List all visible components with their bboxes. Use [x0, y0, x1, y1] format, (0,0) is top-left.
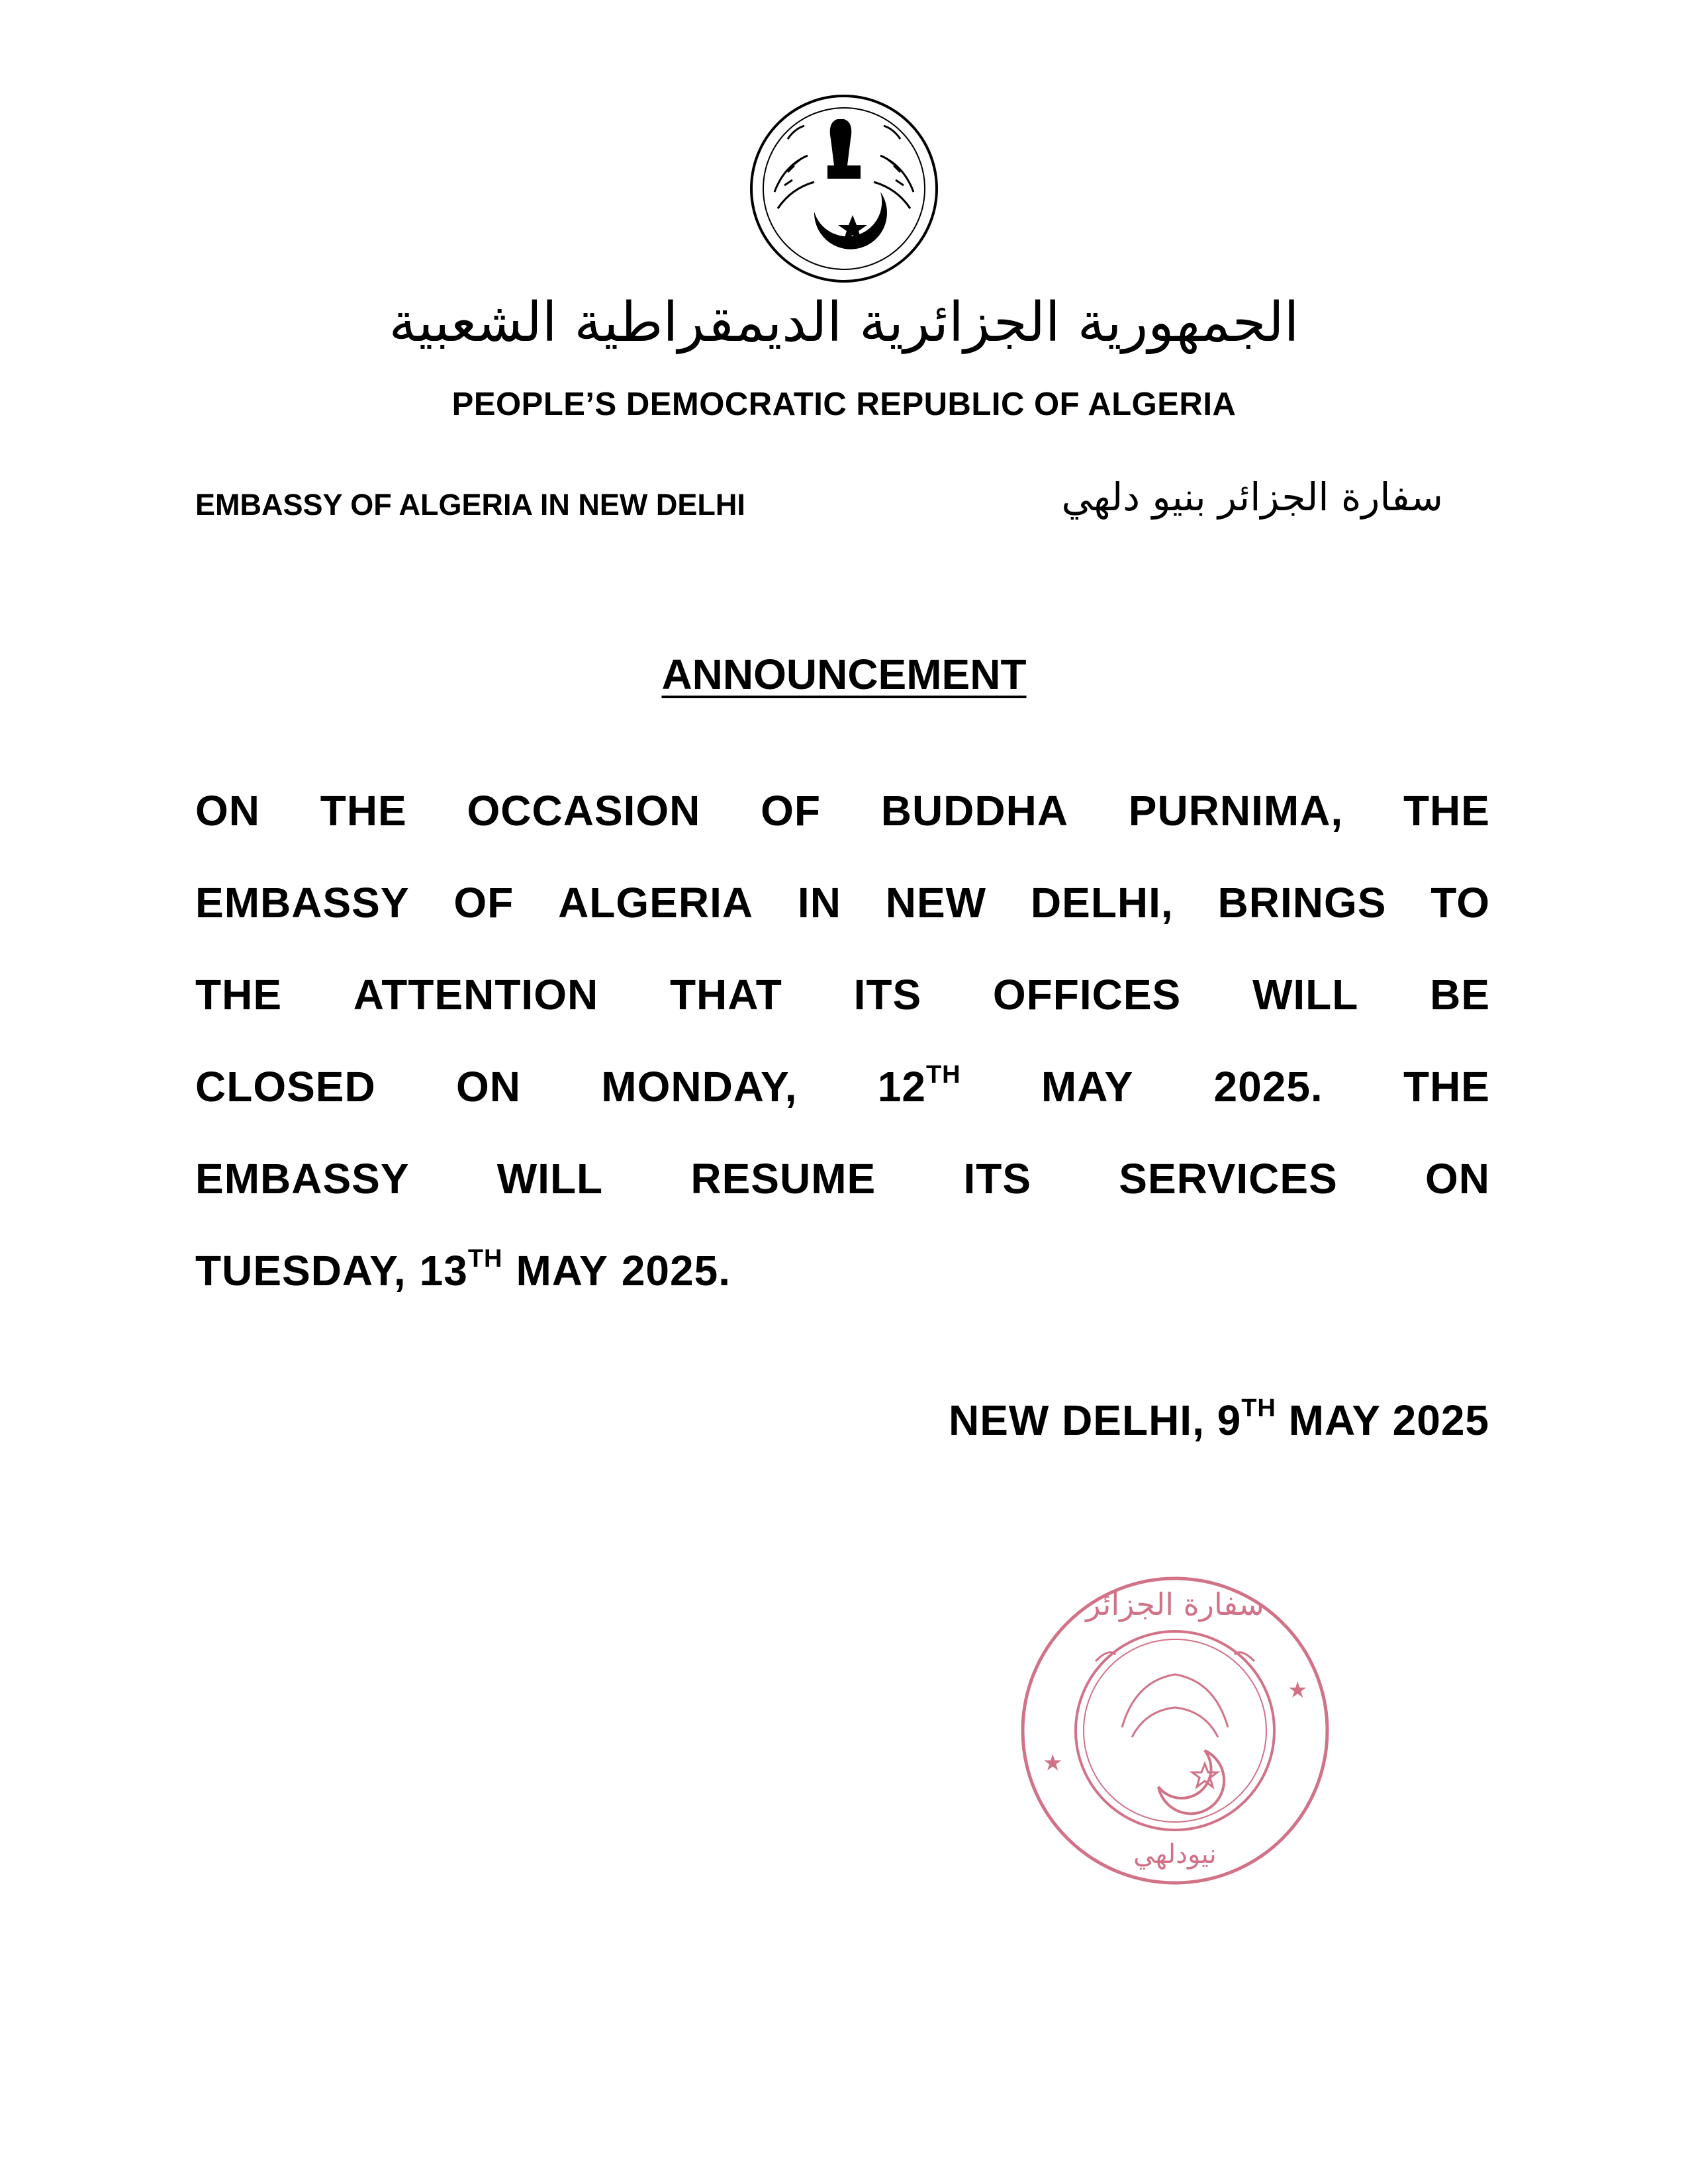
- ordinal-suffix: TH: [467, 1245, 503, 1273]
- embassy-stamp-icon: [1016, 1569, 1334, 1893]
- english-country-title: PEOPLE’S DEMOCRATIC REPUBLIC OF ALGERIA: [451, 387, 1237, 422]
- embassy-name-english: EMBASSY OF ALGERIA IN NEW DELHI: [195, 488, 745, 522]
- word: MAY: [516, 1247, 608, 1295]
- date-number: 13: [419, 1247, 468, 1295]
- body-line: [195, 1062, 1490, 1154]
- word: OFFICES: [992, 971, 1182, 1019]
- announcement-heading-text: ANNOUNCEMENT: [661, 651, 1027, 698]
- word: ITS: [963, 1155, 1031, 1203]
- word: THE: [195, 971, 282, 1019]
- body-line: [195, 878, 1490, 970]
- word: ITS: [853, 971, 922, 1019]
- word: NEW: [885, 879, 987, 927]
- word: ON: [1425, 1155, 1490, 1203]
- word: OF: [761, 787, 821, 835]
- body-line: [195, 1246, 1490, 1338]
- dateline-suffix: TH: [1241, 1394, 1276, 1422]
- embassy-name-arabic: سفارة الجزائر بنيو دلهي: [1061, 475, 1443, 520]
- word: EMBASSY: [195, 1155, 410, 1203]
- word: TO: [1430, 879, 1490, 927]
- svg-text:★: ★: [1288, 1677, 1308, 1704]
- body-line: [195, 786, 1490, 878]
- word: OF: [453, 879, 514, 927]
- word: CLOSED: [195, 1063, 376, 1111]
- announcement-body: [195, 786, 1490, 1338]
- announcement-heading: [0, 650, 1688, 699]
- word: WILL: [1252, 971, 1359, 1019]
- svg-text:★: ★: [1043, 1750, 1063, 1776]
- word: MAY: [1041, 1063, 1134, 1111]
- word: EMBASSY: [195, 879, 410, 927]
- body-line: [195, 1154, 1490, 1246]
- word: ON: [455, 1063, 521, 1111]
- ordinal-suffix: TH: [925, 1061, 961, 1089]
- word: IN: [797, 879, 841, 927]
- word: PURNIMA,: [1128, 787, 1344, 835]
- signing-dateline: [949, 1396, 1489, 1445]
- word: 2025.: [621, 1247, 731, 1295]
- word: SERVICES: [1119, 1155, 1338, 1203]
- body-line: [195, 970, 1490, 1062]
- ordinal-date: [878, 1062, 961, 1154]
- word: BUDDHA: [880, 787, 1069, 835]
- arabic-country-title: الجمهورية الجزائرية الديمقراطية الشعبية: [389, 291, 1299, 354]
- word: WILL: [496, 1155, 604, 1203]
- word: 2025.: [1213, 1063, 1323, 1111]
- word: TUESDAY,: [195, 1247, 406, 1295]
- stamp-bottom-text: نيودلهي: [1133, 1839, 1217, 1870]
- dateline-prefix: NEW DELHI, 9: [948, 1396, 1242, 1444]
- word: DELHI,: [1030, 879, 1174, 927]
- word: ATTENTION: [353, 971, 599, 1019]
- ordinal-date: [420, 1246, 503, 1338]
- word: THE: [320, 787, 407, 835]
- word: THE: [1403, 1063, 1490, 1111]
- national-emblem-icon: [748, 93, 940, 285]
- word: BE: [1430, 971, 1490, 1019]
- dateline-rest: MAY 2025: [1276, 1396, 1489, 1444]
- word: ON: [195, 787, 260, 835]
- word: THE: [1403, 787, 1490, 835]
- word: RESUME: [690, 1155, 876, 1203]
- word: ALGERIA: [558, 879, 754, 927]
- word: BRINGS: [1217, 879, 1387, 927]
- date-number: 12: [877, 1063, 926, 1111]
- word: THAT: [669, 971, 782, 1019]
- stamp-top-text: سفارة الجزائر: [1086, 1586, 1264, 1622]
- word: MONDAY,: [601, 1063, 798, 1111]
- word: OCCASION: [467, 787, 701, 835]
